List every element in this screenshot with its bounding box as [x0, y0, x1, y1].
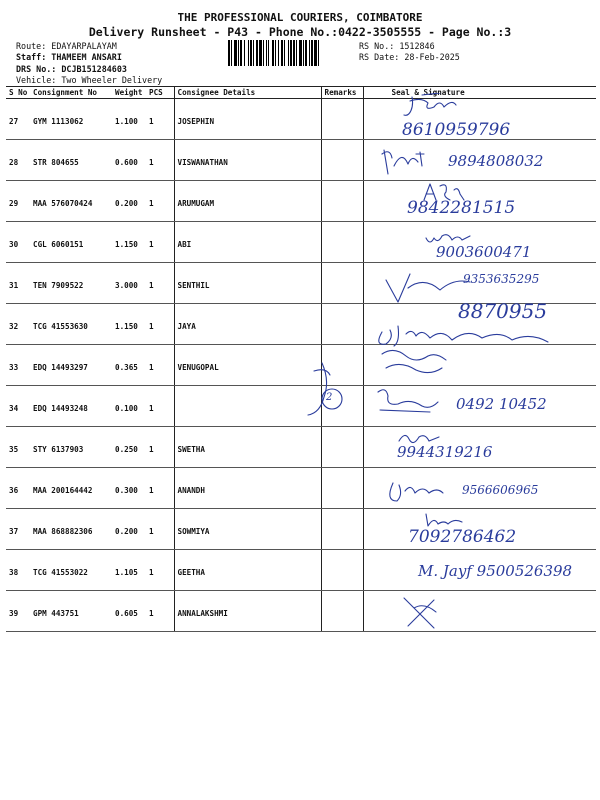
row-consignee-name: SWETHA: [174, 427, 321, 468]
handwritten-phone-37: 7092786462: [408, 527, 517, 547]
staff-label: Staff: THAMEEM ANSARI: [16, 52, 122, 62]
row-consignee-name: JAYA: [174, 304, 321, 345]
row-consignment-no: EDQ 14493248: [30, 386, 112, 427]
row-weight: 0.100: [112, 386, 146, 427]
row-weight: 1.105: [112, 550, 146, 591]
row-weight: 0.300: [112, 468, 146, 509]
row-remarks: [321, 550, 363, 591]
col-header-remarks: Remarks: [321, 87, 363, 99]
col-header-consignee: Consignee Details: [174, 87, 321, 99]
signature-row-34: [370, 382, 442, 418]
remarks-scribble: [302, 357, 348, 423]
row-remarks: [321, 99, 363, 140]
col-header-consignment: Consignment No: [30, 87, 112, 99]
barcode: [228, 40, 354, 66]
row-weight: 1.100: [112, 99, 146, 140]
row-consignment-no: CGL 6060151: [30, 222, 112, 263]
row-consignment-no: STY 6137903: [30, 427, 112, 468]
signature-josephin: [400, 93, 470, 121]
row-consignee-name: VENUGOPAL: [174, 345, 321, 386]
row-weight: 0.250: [112, 427, 146, 468]
row-consignment-no: MAA 868882306: [30, 509, 112, 550]
row-pcs: 1: [146, 509, 174, 550]
row-consignee-name: JOSEPHIN: [174, 99, 321, 140]
table-row: [6, 427, 596, 468]
rs-date: RS Date: 28-Feb-2025: [359, 52, 460, 62]
col-header-sno: S No: [6, 87, 30, 99]
row-weight: 0.605: [112, 591, 146, 632]
row-remarks: [321, 427, 363, 468]
row-weight: 0.600: [112, 140, 146, 181]
row-remarks: [321, 222, 363, 263]
row-remarks: [321, 304, 363, 345]
row-pcs: 1: [146, 99, 174, 140]
row-remarks: [321, 140, 363, 181]
row-consignee-name: GEETHA: [174, 550, 321, 591]
row-sno: 32: [6, 304, 30, 345]
row-consignee-name: SOWMIYA: [174, 509, 321, 550]
row-consignment-no: TCG 41553630: [30, 304, 112, 345]
row-sno: 27: [6, 99, 30, 140]
signature-venugopal: [376, 342, 450, 382]
handwritten-phone-34: 0492 10452: [456, 395, 547, 413]
row-pcs: 1: [146, 386, 174, 427]
row-pcs: 1: [146, 263, 174, 304]
runsheet-title: Delivery Runsheet - P43 - Phone No.:0422-3505555 - Page No.:3: [88, 25, 512, 39]
row-pcs: 1: [146, 304, 174, 345]
row-sno: 34: [6, 386, 30, 427]
row-consignee-name: [174, 386, 321, 427]
signature-viswanathan: [378, 144, 442, 180]
row-pcs: 1: [146, 345, 174, 386]
row-consignee-name: ANNALAKSHMI: [174, 591, 321, 632]
row-remarks: [321, 591, 363, 632]
row-weight: 0.365: [112, 345, 146, 386]
handwritten-phone-36: 9566606965: [462, 483, 539, 497]
row-consignment-no: MAA 200164442: [30, 468, 112, 509]
row-remarks: [321, 181, 363, 222]
table-row: [6, 591, 596, 632]
row-weight: 1.150: [112, 304, 146, 345]
row-sno: 31: [6, 263, 30, 304]
row-weight: 3.000: [112, 263, 146, 304]
row-consignment-no: MAA 576070424: [30, 181, 112, 222]
row-consignment-no: GYM 1113062: [30, 99, 112, 140]
row-pcs: 1: [146, 468, 174, 509]
row-pcs: 1: [146, 427, 174, 468]
col-header-signature: Seal & Signature: [363, 87, 596, 99]
handwritten-phone-29: 9842281515: [407, 198, 516, 218]
table-header-row: [6, 87, 596, 99]
row-consignee-name: ARUMUGAM: [174, 181, 321, 222]
row-consignment-no: GPM 443751: [30, 591, 112, 632]
row-sno: 38: [6, 550, 30, 591]
row-weight: 0.200: [112, 181, 146, 222]
row-pcs: 1: [146, 591, 174, 632]
rs-number: RS No.: 1512846: [359, 41, 435, 51]
row-pcs: 1: [146, 550, 174, 591]
row-consignee-name: ABI: [174, 222, 321, 263]
row-sno: 39: [6, 591, 30, 632]
handwritten-phone-35: 9944319216: [397, 443, 493, 461]
row-weight: 0.200: [112, 509, 146, 550]
row-sno: 36: [6, 468, 30, 509]
row-consignment-no: TEN 7909522: [30, 263, 112, 304]
row-remarks: [321, 263, 363, 304]
row-pcs: 1: [146, 222, 174, 263]
handwritten-phone-28: 9894808032: [448, 152, 544, 170]
signature-anandh: [383, 477, 463, 505]
row-consignment-no: STR 804655: [30, 140, 112, 181]
row-consignee-name: ANANDH: [174, 468, 321, 509]
company-name: THE PROFESSIONAL COURIERS, COIMBATORE: [177, 11, 423, 24]
row-sno: 35: [6, 427, 30, 468]
row-sno: 30: [6, 222, 30, 263]
route-label: Route: EDAYARPALAYAM: [16, 41, 117, 51]
handwritten-phone-27: 8610959796: [402, 120, 511, 140]
row-consignee-name: VISWANATHAN: [174, 140, 321, 181]
row-sno: 28: [6, 140, 30, 181]
handwritten-phone-31: 9353635295: [463, 272, 540, 286]
row-sno: 29: [6, 181, 30, 222]
handwritten-phone-32: 8870955: [458, 299, 548, 323]
drs-number: DRS No.: DCJB151284603: [16, 64, 127, 74]
circled-number: 2: [326, 392, 333, 403]
handwritten-phone-30: 9003600471: [436, 243, 532, 261]
row-remarks: [321, 468, 363, 509]
col-header-pcs: PCS: [146, 87, 174, 99]
row-consignee-name: SENTHIL: [174, 263, 321, 304]
row-consignment-no: EDQ 14493297: [30, 345, 112, 386]
row-pcs: 1: [146, 181, 174, 222]
signature-annalakshmi: [394, 592, 454, 632]
row-sno: 33: [6, 345, 30, 386]
handwritten-signature-38: M. Jayf 9500526398: [418, 562, 573, 580]
row-remarks: [321, 509, 363, 550]
row-pcs: 1: [146, 140, 174, 181]
vehicle-label: Vehicle: Two Wheeler Delivery: [16, 75, 163, 85]
row-sno: 37: [6, 509, 30, 550]
row-weight: 1.150: [112, 222, 146, 263]
row-consignment-no: TCG 41553022: [30, 550, 112, 591]
col-header-weight: Weight: [112, 87, 146, 99]
